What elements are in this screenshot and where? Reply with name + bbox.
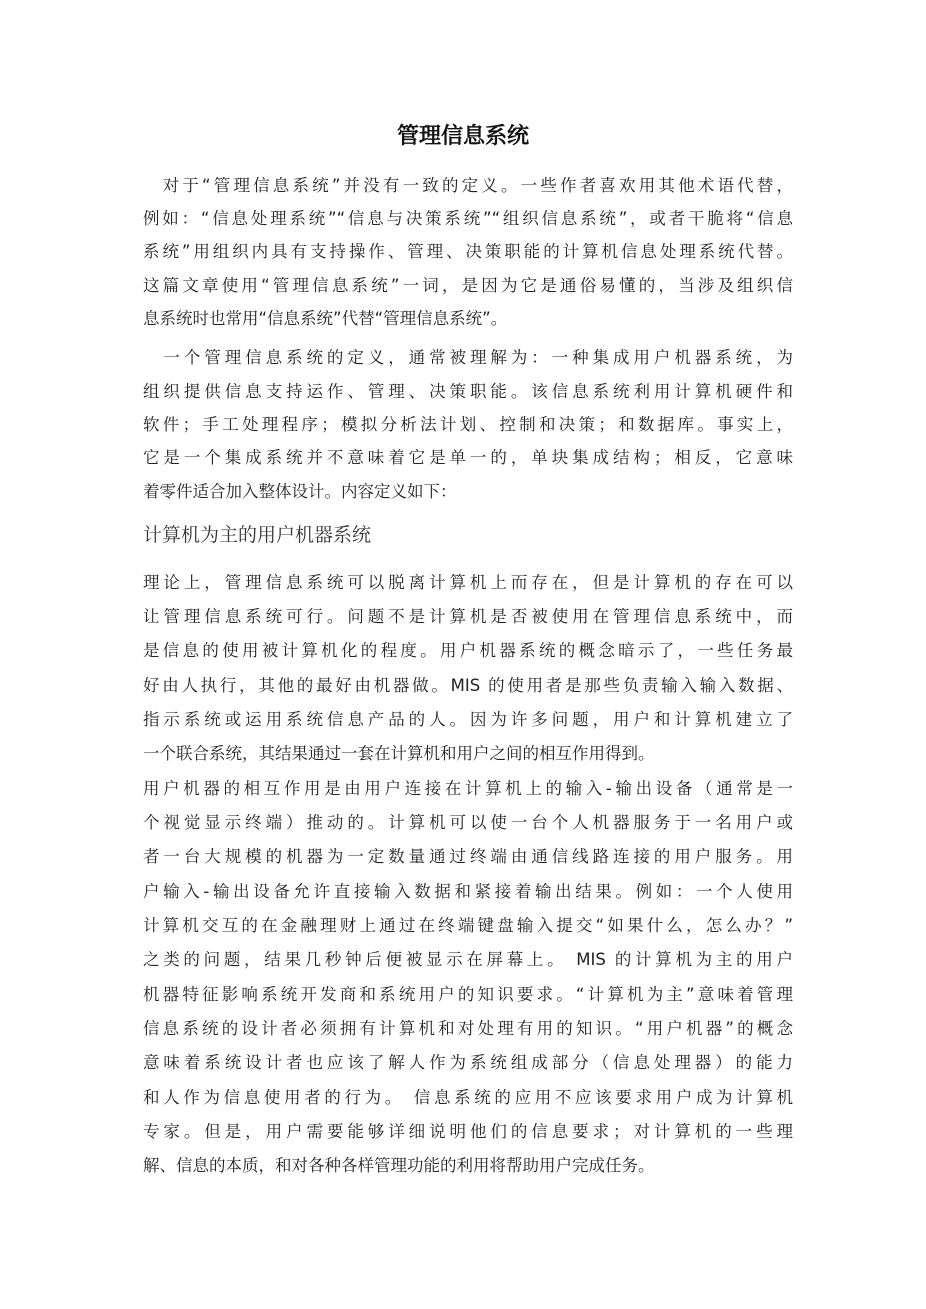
paragraph-line: 它是一个集成系统并不意味着它是单一的，单块集成结构；相反，它意味 [143, 448, 793, 467]
paragraph-line: 信息系统的设计者必须拥有计算机和对处理有用的知识。“用户机器”的概念 [143, 1019, 793, 1038]
paragraph-line: 意味着系统设计者也应该了解人作为系统组成部分（信息处理器）的能力 [143, 1053, 793, 1072]
paragraph-line: 和人作为信息使用者的行为。 信息系统的应用不应该要求用户成为计算机 [143, 1088, 793, 1107]
paragraph-line: 者一台大规模的机器为一定数量通过终端由通信线路连接的用户服务。用 [143, 847, 793, 866]
paragraph-line: 机器特征影响系统开发商和系统用户的知识要求。“计算机为主”意味着管理 [143, 985, 793, 1004]
paragraph-line: 息系统时也常用“信息系统”代替“管理信息系统”。 [143, 309, 508, 328]
section-heading: 计算机为主的用户机器系统 [143, 524, 372, 546]
paragraph-line: 软件；手工处理程序；模拟分析法计划、控制和决策；和数据库。事实上， [143, 415, 793, 434]
paragraph-line: 专家。但是，用户需要能够详细说明他们的信息要求；对计算机的一些理 [143, 1122, 793, 1141]
paragraph-line: 户输入-输出设备允许直接输入数据和紧接着输出结果。例如：一个人使用 [143, 882, 793, 901]
paragraph-line: 个视觉显示终端）推动的。计算机可以使一台个人机器服务于一名用户或 [143, 813, 793, 832]
paragraph-line: 例如：“信息处理系统”“信息与决策系统”“组织信息系统”，或者干脆将“信息 [143, 209, 793, 228]
paragraph-line: 理论上，管理信息系统可以脱离计算机上而存在，但是计算机的存在可以 [143, 573, 793, 592]
paragraph-line: 系统”用组织内具有支持操作、管理、决策职能的计算机信息处理系统代替。 [143, 242, 793, 261]
paragraph-line: 之类的问题，结果几秒钟后便被显示在屏幕上。 MIS 的计算机为主的用户 [143, 950, 793, 969]
paragraph-line: 让管理信息系统可行。问题不是计算机是否被使用在管理信息系统中，而 [143, 607, 793, 626]
paragraph-line: 一个联合系统，其结果通过一套在计算机和用户之间的相互作用得到。 [143, 744, 655, 763]
paragraph-line: 这篇文章使用“管理信息系统”一词，是因为它是通俗易懂的，当涉及组织信 [143, 276, 793, 295]
paragraph-line: 着零件适合加入整体设计。内容定义如下： [143, 482, 457, 501]
paragraph-line: 是信息的使用被计算机化的程度。用户机器系统的概念暗示了，一些任务最 [143, 641, 793, 660]
paragraph-line: 好由人执行，其他的最好由机器做。MIS 的使用者是那些负责输入输入数据、 [143, 676, 793, 695]
paragraph-line: 解、信息的本质，和对各种各样管理功能的利用将帮助用户完成任务。 [143, 1156, 655, 1175]
paragraph-line: 用户机器的相互作用是由用户连接在计算机上的输入-输出设备（通常是一 [143, 779, 793, 798]
paragraph-line: 组织提供信息支持运作、管理、决策职能。该信息系统利用计算机硬件和 [143, 382, 793, 401]
paragraph-line: 对于“管理信息系统”并没有一致的定义。一些作者喜欢用其他术语代替， [143, 176, 793, 195]
document-title: 管理信息系统 [396, 124, 529, 149]
paragraph-line: 计算机交互的在金融理财上通过在终端键盘输入提交“如果什么，怎么办？” [143, 916, 793, 935]
paragraph-line: 指示系统或运用系统信息产品的人。因为许多问题，用户和计算机建立了 [143, 710, 793, 729]
paragraph-line: 一个管理信息系统的定义，通常被理解为：一种集成用户机器系统，为 [143, 348, 793, 367]
